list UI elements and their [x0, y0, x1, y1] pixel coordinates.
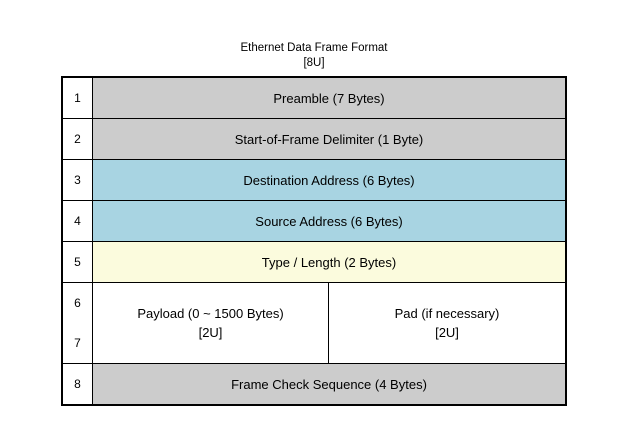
row-number: 6: [74, 296, 81, 310]
diagram-title: [0, 41, 628, 71]
pad-label: Pad (if necessary): [394, 306, 500, 321]
row-label: Destination Address (6 Bytes): [93, 160, 565, 200]
payload-label: Payload (0 ~ 1500 Bytes): [137, 306, 284, 321]
row-label: Source Address (6 Bytes): [93, 201, 565, 241]
table-row: [63, 201, 565, 242]
row-number: 7: [74, 336, 81, 350]
frame-format-table: [61, 76, 567, 406]
row-label: Frame Check Sequence (4 Bytes): [93, 364, 565, 404]
row-number: 1: [63, 78, 93, 118]
table-row: [63, 242, 565, 283]
row-number: 2: [63, 119, 93, 159]
row-number-stack: [63, 283, 93, 363]
split-content: [93, 283, 565, 363]
table-row-split: [63, 283, 565, 364]
table-row: [63, 364, 565, 404]
diagram-title-line1: Ethernet Data Frame Format: [240, 42, 388, 54]
payload-cell: [93, 283, 329, 363]
row-number: 5: [63, 242, 93, 282]
row-number: 8: [63, 364, 93, 404]
row-label: Start-of-Frame Delimiter (1 Byte): [93, 119, 565, 159]
table-row: [63, 78, 565, 119]
table-row: [63, 160, 565, 201]
row-number: 3: [63, 160, 93, 200]
row-number: 4: [63, 201, 93, 241]
table-row: [63, 119, 565, 160]
pad-cell: [329, 283, 565, 363]
row-label: Preamble (7 Bytes): [93, 78, 565, 118]
pad-sublabel: [2U]: [435, 325, 459, 340]
row-label: Type / Length (2 Bytes): [93, 242, 565, 282]
payload-sublabel: [2U]: [198, 325, 223, 340]
diagram-title-line2: [8U]: [303, 57, 325, 69]
